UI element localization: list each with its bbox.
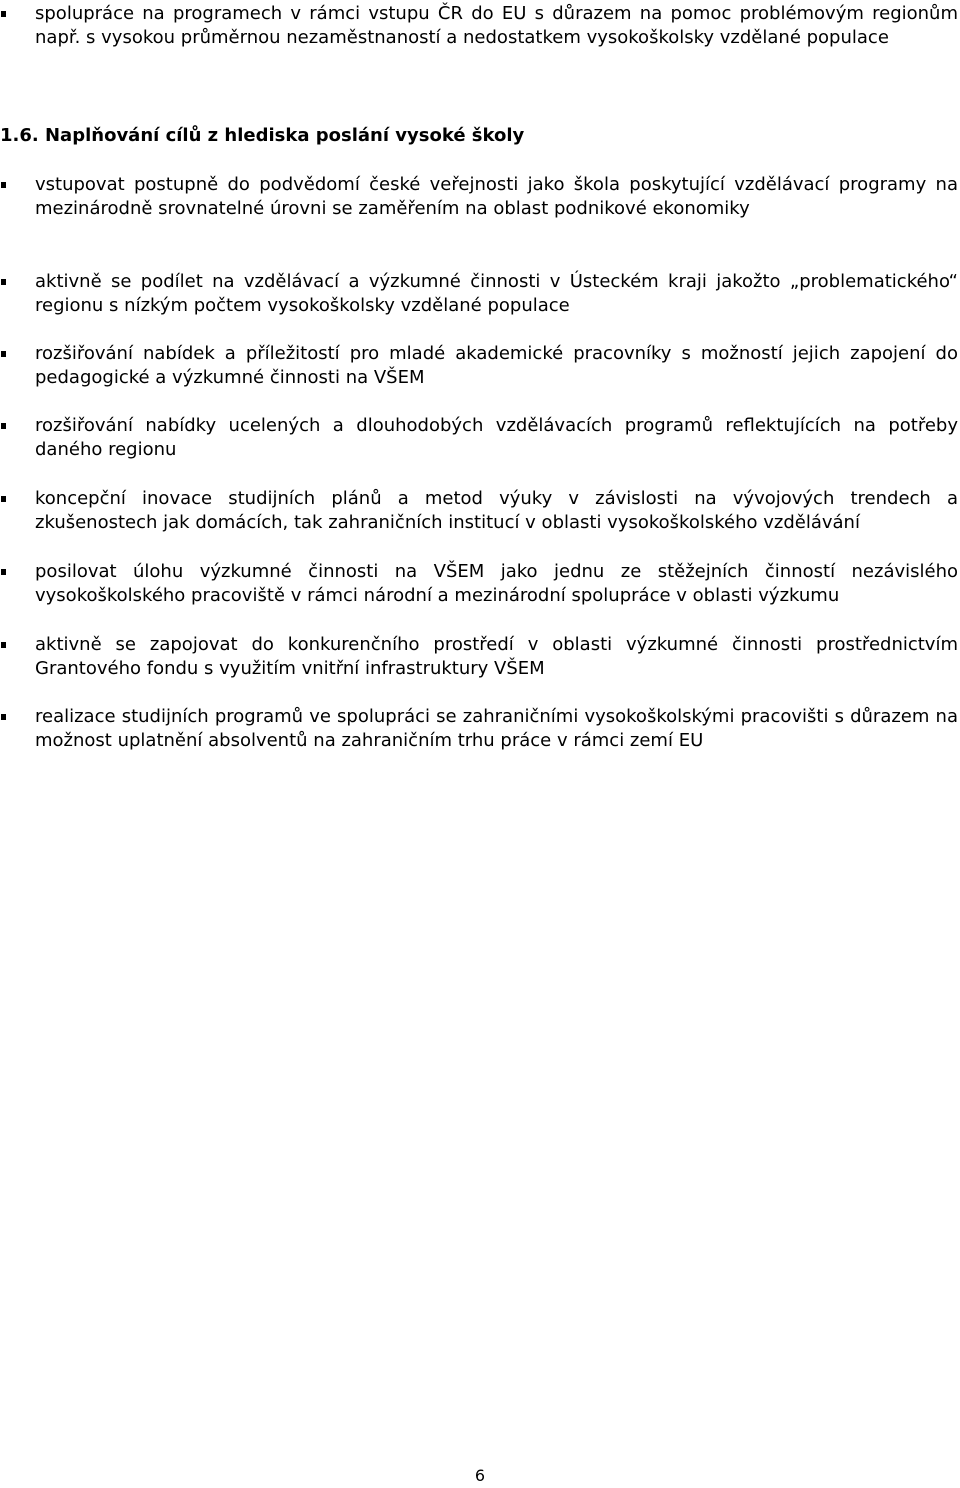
list-item-text: koncepční inovace studijních plánů a metod výuky v závislosti na vývojových trendech a zkušenostech jak domácích, tak zahraničních institucí v oblasti vysokoškolského vzdělávání bbox=[35, 488, 958, 533]
square-bullet-icon bbox=[1, 714, 6, 720]
square-bullet-icon bbox=[1, 423, 6, 429]
square-bullet-icon bbox=[1, 279, 6, 285]
square-bullet-icon bbox=[1, 496, 6, 502]
section-heading: 1.6. Naplňování cílů z hlediska poslání vysoké školy bbox=[0, 125, 525, 146]
square-bullet-icon bbox=[1, 11, 6, 17]
square-bullet-icon bbox=[1, 182, 6, 188]
list-item-text: vstupovat postupně do podvědomí české veřejnosti jako škola poskytující vzdělávací programy na mezinárodně srovnatelné úrovni se zaměřením na oblast podnikové ekonomiky bbox=[35, 174, 958, 219]
list-item-text: rozšiřování nabídek a příležitostí pro mladé akademické pracovníky s možností jejich zapojení do pedagogické a výzkumné činnosti na VŠEM bbox=[35, 343, 958, 388]
list-item-text: rozšiřování nabídky ucelených a dlouhodobých vzdělávacích programů reflektujících na potřeby daného regionu bbox=[35, 415, 958, 460]
square-bullet-icon bbox=[1, 642, 6, 648]
square-bullet-icon bbox=[1, 351, 6, 357]
square-bullet-icon bbox=[1, 569, 6, 575]
list-item-text: realizace studijních programů ve spolupráci se zahraničními vysokoškolskými pracovišti s důrazem na možnost uplatnění absolventů na zahraničním trhu práce v rámci zemí EU bbox=[35, 706, 958, 751]
list-item-text: spolupráce na programech v rámci vstupu ČR do EU s důrazem na pomoc problémovým regionům např. s vysokou průměrnou nezaměstnaností a nedostatkem vysokoškolsky vzdělané populace bbox=[35, 3, 958, 48]
list-item-text: posilovat úlohu výzkumné činnosti na VŠEM jako jednu ze stěžejních činností nezávislého vysokoškolského pracoviště v rámci národní a mezinárodní spolupráce v oblasti výzkumu bbox=[35, 561, 958, 606]
page-number: 6 bbox=[474, 1466, 486, 1485]
list-item-text: aktivně se zapojovat do konkurenčního prostředí v oblasti výzkumné činnosti prostřednictvím Grantového fondu s využitím vnitřní infrastruktury VŠEM bbox=[35, 634, 958, 679]
list-item-text: aktivně se podílet na vzdělávací a výzkumné činnosti v Ústeckém kraji jakožto „problematického“ regionu s nízkým počtem vysokoškolsky vzdělané populace bbox=[35, 271, 958, 316]
